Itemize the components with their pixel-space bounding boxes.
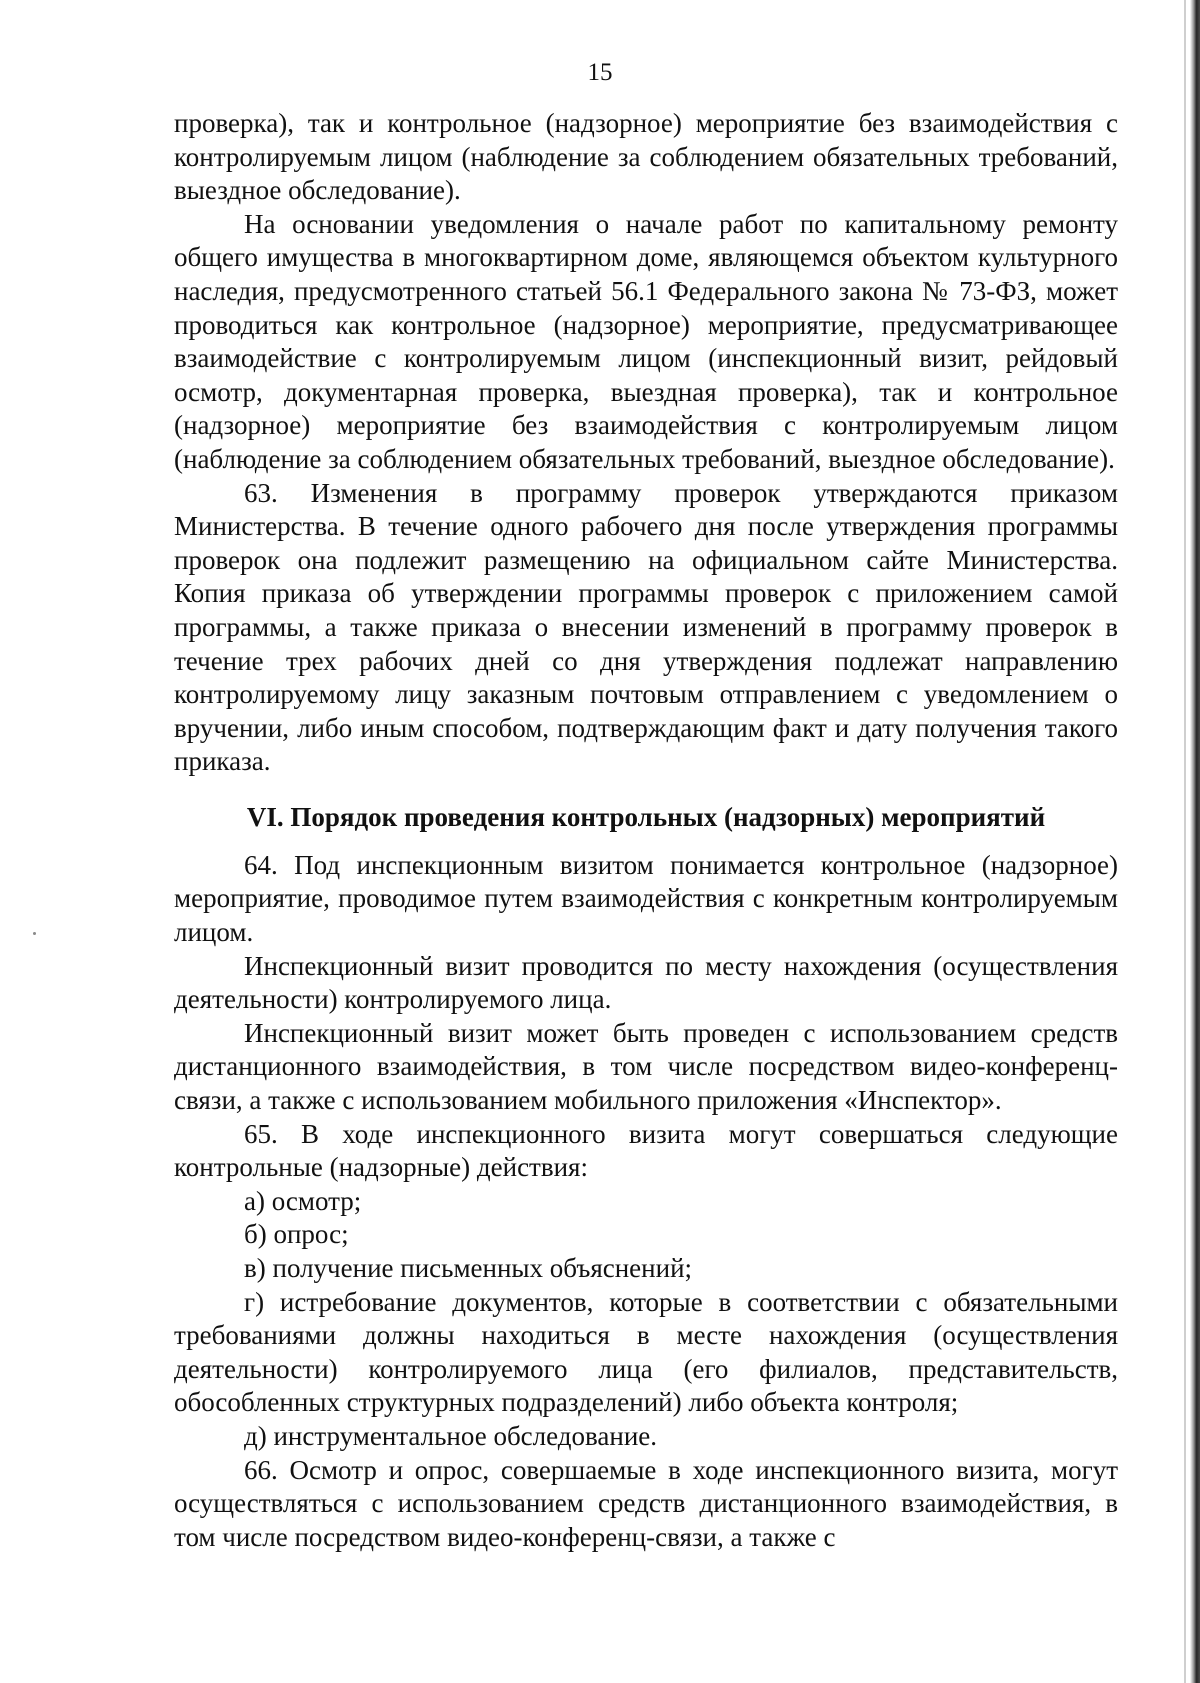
paragraph-64: 64. Под инспекционным визитом понимается контрольное (надзорное) мероприятие, проводимое путем взаимодействия с конкретным контролируемым лицом. <box>174 849 1118 948</box>
paragraph-capital-repair-notice: На основании уведомления о начале работ по капитальному ремонту общего имущества в многоквартирном доме, являющемся объектом культурного наследия, предусмотренного статьей 56.1 Федерального закона № 73-ФЗ, может проводиться как контрольное (надзорное) мероприятие, предусматривающее взаимодействие с контролируемым лицом (инспекционный визит, рейдовый осмотр, документарная проверка, выездная проверка), так и контрольное (надзорное) мероприятие без взаимодействия с контролируемым лицом (наблюдение за соблюдением обязательных требований, выездное обследование). <box>174 208 1118 474</box>
list-item-e: д) инструментальное обследование. <box>244 1420 658 1451</box>
scan-edge-shadow <box>1190 0 1200 1683</box>
scan-edge-line <box>1184 0 1186 1683</box>
page-number: 15 <box>587 59 613 86</box>
list-item-c: в) получение письменных объяснений; <box>244 1253 693 1283</box>
document-body <box>174 107 1118 1554</box>
section-heading: VI. Порядок проведения контрольных (надзорных) мероприятий <box>246 801 1046 832</box>
paragraph-66: 66. Осмотр и опрос, совершаемые в ходе инспекционного визита, могут осуществляться с использованием средств дистанционного взаимодействия, в том числе посредством видео-конференц-связи, а также с <box>174 1454 1118 1552</box>
list-item-a: а) осмотр; <box>244 1185 362 1216</box>
paragraph-visit-location: Инспекционный визит проводится по месту нахождения (осуществления деятельности) контролируемого лица. <box>174 950 1118 1015</box>
list-item-d: г) истребование документов, которые в соответствии с обязательными требованиями должны находиться в месте нахождения (осуществления деятельности) контролируемого лица (его филиалов, представительств, обособленных структурных подразделений) либо объекта контроля; <box>174 1286 1118 1418</box>
paragraph-continuation: проверка), так и контрольное (надзорное) мероприятие без взаимодействия с контролируемым лицом (наблюдение за соблюдением обязательных требований, выездное обследование). <box>174 108 1118 206</box>
scan-speck <box>33 932 36 935</box>
paragraph-remote-visit: Инспекционный визит может быть проведен с использованием средств дистанционного взаимодействия, в том числе посредством видео-конференц-связи, а также с использованием мобильного приложения «Инспектор». <box>174 1017 1118 1116</box>
list-item-b: б) опрос; <box>244 1219 349 1250</box>
paragraph-65: 65. В ходе инспекционного визита могут совершаться следующие контрольные (надзорные) действия: <box>174 1118 1118 1183</box>
paragraph-63: 63. Изменения в программу проверок утверждаются приказом Министерства. В течение одного рабочего дня после утверждения программы проверок она подлежит размещению на официальном сайте Министерства. Копия приказа об утверждении программы проверок с приложением самой программы, а также приказа о внесении изменений в программу проверок в течение трех рабочих дней со дня утверждения подлежат направлению контролируемому лицу заказным почтовым отправлением с уведомлением о вручении, либо иным способом, подтверждающим факт и дату получения такого приказа. <box>174 477 1118 777</box>
